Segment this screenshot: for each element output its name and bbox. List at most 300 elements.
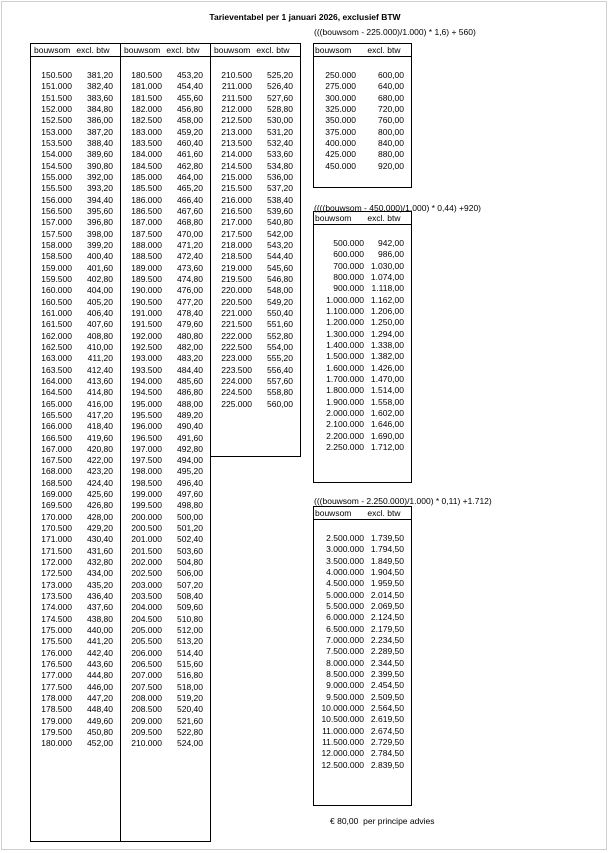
cell-excl-btw: 401,60 bbox=[87, 262, 113, 273]
table-row bbox=[314, 590, 411, 601]
table-row bbox=[31, 297, 120, 308]
cell-excl-btw: 410,00 bbox=[87, 341, 113, 352]
cell-bouwsom: 2.100.000 bbox=[326, 419, 364, 430]
table-row bbox=[211, 115, 300, 126]
cell-bouwsom: 192.500 bbox=[131, 341, 162, 352]
table-row bbox=[211, 376, 300, 387]
cell-excl-btw: 413,60 bbox=[87, 375, 113, 386]
cell-excl-btw: 489,20 bbox=[177, 409, 203, 420]
table-row bbox=[314, 70, 411, 81]
cell-excl-btw: 478,40 bbox=[177, 307, 203, 318]
table-row bbox=[121, 704, 210, 715]
table-row bbox=[314, 127, 411, 138]
cell-excl-btw: 528,80 bbox=[267, 103, 293, 114]
cell-bouwsom: 202.500 bbox=[131, 568, 162, 579]
cell-bouwsom: 8.000.000 bbox=[326, 657, 364, 668]
cell-bouwsom: 213.500 bbox=[221, 137, 252, 148]
cell-excl-btw: 456,80 bbox=[177, 103, 203, 114]
cell-bouwsom: 211.500 bbox=[221, 92, 252, 103]
cell-bouwsom: 700.000 bbox=[333, 260, 364, 271]
cell-bouwsom: 223.500 bbox=[221, 364, 252, 375]
table-row bbox=[314, 737, 411, 748]
cell-bouwsom: 175.500 bbox=[41, 636, 72, 647]
cell-bouwsom: 195.500 bbox=[131, 409, 162, 420]
table-row bbox=[31, 183, 120, 194]
table-row bbox=[31, 161, 120, 172]
table-row bbox=[211, 138, 300, 149]
table-row bbox=[211, 240, 300, 251]
tariff-table-2 bbox=[120, 43, 211, 842]
cell-excl-btw: 508,40 bbox=[177, 591, 203, 602]
cell-excl-btw: 492,80 bbox=[177, 443, 203, 454]
cell-bouwsom: 221.500 bbox=[221, 319, 252, 330]
table-row bbox=[31, 376, 120, 387]
table-row bbox=[314, 104, 411, 115]
cell-excl-btw: 1.030,00 bbox=[370, 260, 404, 271]
cell-excl-btw: 477,20 bbox=[177, 296, 203, 307]
cell-bouwsom: 2.500.000 bbox=[326, 533, 364, 543]
cell-excl-btw: 516,80 bbox=[177, 670, 203, 681]
table-row bbox=[121, 546, 210, 557]
cell-excl-btw: 386,00 bbox=[87, 115, 113, 126]
table-row bbox=[314, 635, 411, 646]
header-excl-btw: excl. btw bbox=[256, 45, 290, 55]
table-row bbox=[211, 183, 300, 194]
table-row bbox=[121, 285, 210, 296]
cell-excl-btw: 419,60 bbox=[87, 432, 113, 443]
cell-excl-btw: 449,60 bbox=[87, 715, 113, 726]
table-row bbox=[121, 466, 210, 477]
cell-bouwsom: 159.000 bbox=[41, 262, 72, 273]
table-row bbox=[211, 195, 300, 206]
cell-bouwsom: 1.200.000 bbox=[326, 317, 364, 328]
cell-excl-btw: 531,20 bbox=[267, 126, 293, 137]
cell-bouwsom: 171.000 bbox=[41, 534, 72, 545]
cell-bouwsom: 2.000.000 bbox=[326, 407, 364, 418]
table-row bbox=[31, 319, 120, 330]
cell-bouwsom: 1.000.000 bbox=[326, 294, 364, 305]
cell-bouwsom: 7.000.000 bbox=[326, 634, 364, 645]
table-row bbox=[121, 602, 210, 613]
cell-excl-btw: 446,00 bbox=[87, 681, 113, 692]
cell-bouwsom: 173.500 bbox=[41, 591, 72, 602]
cell-excl-btw: 432,80 bbox=[87, 557, 113, 568]
cell-excl-btw: 485,60 bbox=[177, 375, 203, 386]
cell-bouwsom: 185.500 bbox=[131, 183, 162, 194]
cell-excl-btw: 2.564,50 bbox=[370, 702, 404, 713]
cell-bouwsom: 169.500 bbox=[41, 500, 72, 511]
table-row bbox=[31, 625, 120, 636]
table-row bbox=[314, 363, 411, 374]
header-excl-btw: excl. btw bbox=[76, 45, 110, 55]
table-row bbox=[121, 727, 210, 738]
cell-bouwsom: 207.500 bbox=[131, 681, 162, 692]
cell-excl-btw: 437,60 bbox=[87, 602, 113, 613]
cell-bouwsom: 154.500 bbox=[41, 160, 72, 171]
cell-excl-btw: 393,20 bbox=[87, 183, 113, 194]
cell-bouwsom: 157.500 bbox=[41, 228, 72, 239]
cell-excl-btw: 404,00 bbox=[87, 285, 113, 296]
cell-bouwsom: 224.500 bbox=[221, 387, 252, 398]
table-row bbox=[121, 534, 210, 545]
cell-bouwsom: 161.000 bbox=[41, 307, 72, 318]
table-row bbox=[31, 682, 120, 693]
table-row bbox=[31, 342, 120, 353]
table-row bbox=[314, 161, 411, 172]
cell-excl-btw: 423,20 bbox=[87, 466, 113, 477]
table-row bbox=[314, 93, 411, 104]
cell-bouwsom: 165.500 bbox=[41, 409, 72, 420]
cell-bouwsom: 167.000 bbox=[41, 443, 72, 454]
cell-bouwsom: 217.500 bbox=[221, 228, 252, 239]
cell-excl-btw: 405,20 bbox=[87, 296, 113, 307]
cell-excl-btw: 530,00 bbox=[267, 115, 293, 126]
table-row bbox=[211, 353, 300, 364]
cell-excl-btw: 414,80 bbox=[87, 387, 113, 398]
table-row bbox=[121, 682, 210, 693]
cell-bouwsom: 300.000 bbox=[325, 92, 356, 103]
cell-bouwsom: 1.300.000 bbox=[326, 328, 364, 339]
table-row bbox=[121, 455, 210, 466]
table-row bbox=[314, 760, 411, 771]
cell-excl-btw: 495,20 bbox=[177, 466, 203, 477]
table-row bbox=[314, 544, 411, 555]
cell-excl-btw: 986,00 bbox=[378, 249, 404, 260]
cell-bouwsom: 187.500 bbox=[131, 228, 162, 239]
cell-bouwsom: 214.500 bbox=[221, 160, 252, 171]
cell-excl-btw: 2.124,50 bbox=[370, 612, 404, 623]
cell-bouwsom: 155.500 bbox=[41, 183, 72, 194]
cell-excl-btw: 436,40 bbox=[87, 591, 113, 602]
table-row bbox=[31, 115, 120, 126]
table-row bbox=[121, 376, 210, 387]
table-row bbox=[31, 387, 120, 398]
cell-bouwsom: 198.500 bbox=[131, 477, 162, 488]
cell-excl-btw: 488,00 bbox=[177, 398, 203, 409]
table-row bbox=[314, 397, 411, 408]
cell-bouwsom: 166.000 bbox=[41, 421, 72, 432]
table-row bbox=[211, 229, 300, 240]
table-row bbox=[31, 331, 120, 342]
cell-excl-btw: 407,60 bbox=[87, 319, 113, 330]
cell-bouwsom: 3.000.000 bbox=[326, 544, 364, 555]
cell-bouwsom: 179.000 bbox=[41, 715, 72, 726]
table-row bbox=[314, 431, 411, 442]
cell-excl-btw: 455,60 bbox=[177, 92, 203, 103]
cell-excl-btw: 395,60 bbox=[87, 205, 113, 216]
table-row bbox=[121, 331, 210, 342]
cell-bouwsom: 151.500 bbox=[41, 92, 72, 103]
cell-bouwsom: 222.000 bbox=[221, 330, 252, 341]
table-row bbox=[31, 580, 120, 591]
cell-excl-btw: 458,00 bbox=[177, 115, 203, 126]
cell-bouwsom: 199.000 bbox=[131, 489, 162, 500]
table-row bbox=[121, 70, 210, 81]
cell-excl-btw: 464,00 bbox=[177, 171, 203, 182]
cell-excl-btw: 416,00 bbox=[87, 398, 113, 409]
cell-excl-btw: 1.382,00 bbox=[370, 351, 404, 362]
table-row bbox=[314, 408, 411, 419]
cell-bouwsom: 204.000 bbox=[131, 602, 162, 613]
cell-excl-btw: 392,00 bbox=[87, 171, 113, 182]
cell-excl-btw: 396,80 bbox=[87, 217, 113, 228]
cell-excl-btw: 551,60 bbox=[267, 319, 293, 330]
cell-excl-btw: 2.289,50 bbox=[370, 646, 404, 657]
cell-bouwsom: 182.500 bbox=[131, 115, 162, 126]
cell-bouwsom: 156.000 bbox=[41, 194, 72, 205]
cell-bouwsom: 6.000.000 bbox=[326, 612, 364, 623]
cell-bouwsom: 217.000 bbox=[221, 217, 252, 228]
cell-excl-btw: 441,20 bbox=[87, 636, 113, 647]
table-row bbox=[211, 172, 300, 183]
cell-bouwsom: 212.000 bbox=[221, 103, 252, 114]
table-row bbox=[31, 546, 120, 557]
cell-bouwsom: 800.000 bbox=[333, 271, 364, 282]
cell-excl-btw: 1.426,00 bbox=[370, 362, 404, 373]
cell-excl-btw: 502,40 bbox=[177, 534, 203, 545]
cell-excl-btw: 1.712,00 bbox=[370, 441, 404, 452]
table-row bbox=[31, 466, 120, 477]
cell-bouwsom: 10.000.000 bbox=[321, 702, 364, 713]
cell-excl-btw: 2.399,50 bbox=[370, 668, 404, 679]
cell-excl-btw: 480,80 bbox=[177, 330, 203, 341]
cell-bouwsom: 400.000 bbox=[325, 137, 356, 148]
cell-excl-btw: 2.619,50 bbox=[370, 714, 404, 725]
cell-bouwsom: 189.500 bbox=[131, 273, 162, 284]
table-row bbox=[31, 534, 120, 545]
table-row bbox=[211, 81, 300, 92]
cell-excl-btw: 1.794,50 bbox=[370, 544, 404, 555]
cell-bouwsom: 215.500 bbox=[221, 183, 252, 194]
cell-bouwsom: 186.500 bbox=[131, 205, 162, 216]
cell-excl-btw: 532,40 bbox=[267, 137, 293, 148]
cell-bouwsom: 205.500 bbox=[131, 636, 162, 647]
table-row bbox=[31, 274, 120, 285]
cell-excl-btw: 483,20 bbox=[177, 353, 203, 364]
cell-excl-btw: 438,80 bbox=[87, 613, 113, 624]
cell-excl-btw: 510,80 bbox=[177, 613, 203, 624]
cell-excl-btw: 431,60 bbox=[87, 545, 113, 556]
cell-bouwsom: 201.500 bbox=[131, 545, 162, 556]
table-row bbox=[31, 353, 120, 364]
cell-bouwsom: 1.100.000 bbox=[326, 305, 364, 316]
cell-excl-btw: 424,40 bbox=[87, 477, 113, 488]
table-header bbox=[211, 44, 300, 57]
cell-bouwsom: 186.000 bbox=[131, 194, 162, 205]
cell-bouwsom: 197.000 bbox=[131, 443, 162, 454]
cell-bouwsom: 214.000 bbox=[221, 149, 252, 160]
cell-excl-btw: 468,80 bbox=[177, 217, 203, 228]
cell-bouwsom: 170.500 bbox=[41, 523, 72, 534]
table-row bbox=[31, 206, 120, 217]
cell-excl-btw: 425,60 bbox=[87, 489, 113, 500]
cell-excl-btw: 420,80 bbox=[87, 443, 113, 454]
table-row bbox=[31, 263, 120, 274]
cell-excl-btw: 500,00 bbox=[177, 511, 203, 522]
table-row bbox=[121, 500, 210, 511]
cell-excl-btw: 2.784,50 bbox=[370, 748, 404, 759]
cell-bouwsom: 156.500 bbox=[41, 205, 72, 216]
table-row bbox=[31, 568, 120, 579]
header-bouwsom: bouwsom bbox=[214, 45, 251, 55]
cell-excl-btw: 412,40 bbox=[87, 364, 113, 375]
cell-excl-btw: 486,80 bbox=[177, 387, 203, 398]
header-excl-btw: excl. btw bbox=[367, 508, 401, 518]
tariff-table-5 bbox=[313, 211, 412, 483]
cell-excl-btw: 920,00 bbox=[378, 160, 404, 171]
table-row bbox=[211, 331, 300, 342]
cell-excl-btw: 942,00 bbox=[378, 238, 404, 248]
cell-excl-btw: 2.014,50 bbox=[370, 589, 404, 600]
table-row bbox=[31, 512, 120, 523]
table-row bbox=[314, 306, 411, 317]
cell-excl-btw: 418,40 bbox=[87, 421, 113, 432]
table-row bbox=[31, 365, 120, 376]
table-row bbox=[121, 625, 210, 636]
table-header bbox=[314, 212, 411, 225]
cell-excl-btw: 760,00 bbox=[378, 115, 404, 126]
cell-excl-btw: 544,40 bbox=[267, 251, 293, 262]
cell-bouwsom: 209.500 bbox=[131, 727, 162, 738]
table-row bbox=[121, 251, 210, 262]
table-row bbox=[31, 70, 120, 81]
cell-excl-btw: 549,20 bbox=[267, 296, 293, 307]
cell-bouwsom: 197.500 bbox=[131, 455, 162, 466]
table-row bbox=[314, 317, 411, 328]
table-row bbox=[211, 274, 300, 285]
table-row bbox=[121, 557, 210, 568]
table-row bbox=[314, 374, 411, 385]
table-row bbox=[31, 659, 120, 670]
cell-bouwsom: 201.000 bbox=[131, 534, 162, 545]
table-row bbox=[31, 648, 120, 659]
cell-excl-btw: 428,00 bbox=[87, 511, 113, 522]
cell-bouwsom: 450.000 bbox=[325, 160, 356, 171]
cell-bouwsom: 600.000 bbox=[333, 249, 364, 260]
cell-excl-btw: 440,00 bbox=[87, 625, 113, 636]
cell-bouwsom: 188.000 bbox=[131, 239, 162, 250]
cell-excl-btw: 497,60 bbox=[177, 489, 203, 500]
table-row bbox=[31, 489, 120, 500]
table-row bbox=[31, 421, 120, 432]
cell-bouwsom: 425.000 bbox=[325, 149, 356, 160]
table-row bbox=[121, 738, 210, 749]
table-row bbox=[211, 399, 300, 410]
cell-bouwsom: 3.500.000 bbox=[326, 555, 364, 566]
cell-excl-btw: 400,40 bbox=[87, 251, 113, 262]
cell-excl-btw: 504,80 bbox=[177, 557, 203, 568]
cell-bouwsom: 209.000 bbox=[131, 715, 162, 726]
header-bouwsom: bouwsom bbox=[124, 45, 161, 55]
cell-bouwsom: 4.500.000 bbox=[326, 578, 364, 589]
cell-excl-btw: 388,40 bbox=[87, 137, 113, 148]
cell-bouwsom: 218.500 bbox=[221, 251, 252, 262]
cell-bouwsom: 151.000 bbox=[41, 81, 72, 92]
cell-bouwsom: 153.000 bbox=[41, 126, 72, 137]
cell-excl-btw: 479,60 bbox=[177, 319, 203, 330]
cell-bouwsom: 163.500 bbox=[41, 364, 72, 375]
cell-bouwsom: 188.500 bbox=[131, 251, 162, 262]
table-row bbox=[314, 556, 411, 567]
cell-bouwsom: 1.900.000 bbox=[326, 396, 364, 407]
cell-excl-btw: 1.206,00 bbox=[370, 305, 404, 316]
cell-bouwsom: 211.000 bbox=[221, 81, 252, 92]
table-row bbox=[121, 229, 210, 240]
cell-excl-btw: 546,80 bbox=[267, 273, 293, 284]
header-bouwsom: bouwsom bbox=[315, 45, 352, 55]
cell-bouwsom: 150.500 bbox=[41, 70, 72, 80]
table-row bbox=[211, 93, 300, 104]
header-bouwsom: bouwsom bbox=[34, 45, 71, 55]
cell-bouwsom: 166.500 bbox=[41, 432, 72, 443]
cell-bouwsom: 204.500 bbox=[131, 613, 162, 624]
table-row bbox=[121, 716, 210, 727]
cell-bouwsom: 191.500 bbox=[131, 319, 162, 330]
cell-bouwsom: 203.500 bbox=[131, 591, 162, 602]
table-row bbox=[121, 523, 210, 534]
cell-excl-btw: 1.646,00 bbox=[370, 419, 404, 430]
cell-bouwsom: 218.000 bbox=[221, 239, 252, 250]
cell-excl-btw: 1.602,00 bbox=[370, 407, 404, 418]
cell-bouwsom: 208.000 bbox=[131, 693, 162, 704]
cell-excl-btw: 429,20 bbox=[87, 523, 113, 534]
cell-bouwsom: 205.000 bbox=[131, 625, 162, 636]
table-row bbox=[121, 115, 210, 126]
cell-bouwsom: 1.800.000 bbox=[326, 385, 364, 396]
table-row bbox=[314, 283, 411, 294]
cell-bouwsom: 208.500 bbox=[131, 704, 162, 715]
table-row bbox=[31, 127, 120, 138]
table-header bbox=[31, 44, 120, 57]
table-row bbox=[121, 127, 210, 138]
table-row bbox=[314, 385, 411, 396]
cell-bouwsom: 155.000 bbox=[41, 171, 72, 182]
cell-bouwsom: 210.500 bbox=[221, 70, 252, 80]
cell-bouwsom: 199.500 bbox=[131, 500, 162, 511]
cell-bouwsom: 216.000 bbox=[221, 194, 252, 205]
table-row bbox=[211, 127, 300, 138]
cell-excl-btw: 390,80 bbox=[87, 160, 113, 171]
table-row bbox=[31, 251, 120, 262]
table-row bbox=[211, 161, 300, 172]
tariff-table-6 bbox=[313, 506, 412, 806]
table-row bbox=[121, 138, 210, 149]
table-row bbox=[31, 81, 120, 92]
cell-excl-btw: 525,20 bbox=[267, 70, 293, 80]
cell-bouwsom: 170.000 bbox=[41, 511, 72, 522]
formula-range-1: (((bouwsom - 225.000)/1.000) * 1,6) + 560) bbox=[314, 27, 476, 37]
cell-excl-btw: 800,00 bbox=[378, 126, 404, 137]
table-row bbox=[314, 340, 411, 351]
table-row bbox=[211, 297, 300, 308]
cell-excl-btw: 513,20 bbox=[177, 636, 203, 647]
cell-bouwsom: 183.000 bbox=[131, 126, 162, 137]
table-row bbox=[31, 104, 120, 115]
cell-excl-btw: 526,40 bbox=[267, 81, 293, 92]
table-row bbox=[211, 308, 300, 319]
cell-excl-btw: 453,20 bbox=[177, 70, 203, 80]
cell-bouwsom: 187.000 bbox=[131, 217, 162, 228]
table-row bbox=[121, 591, 210, 602]
table-row bbox=[31, 433, 120, 444]
table-row bbox=[211, 365, 300, 376]
table-row bbox=[314, 533, 411, 544]
cell-bouwsom: 11.500.000 bbox=[322, 736, 364, 747]
table-header bbox=[314, 44, 411, 57]
header-excl-btw: excl. btw bbox=[166, 45, 200, 55]
table-row bbox=[121, 444, 210, 455]
cell-excl-btw: 472,40 bbox=[177, 251, 203, 262]
